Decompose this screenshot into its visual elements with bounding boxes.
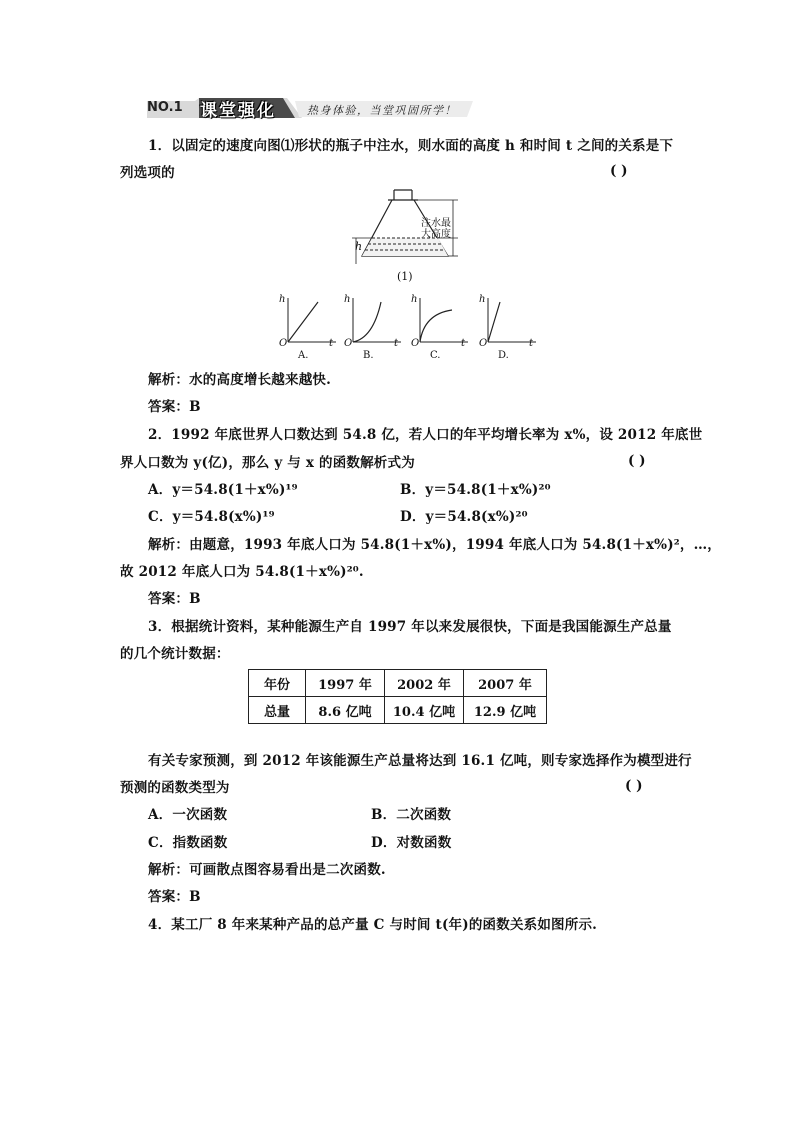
q3-stem-line1: 3．根据统计资料，某种能源生产自 1997 年以来发展很快，下面是我国能源生产总量 (148, 619, 672, 635)
flask-note-line2: 大高度 (421, 229, 451, 240)
q1-answer-paren: ( ) (610, 163, 628, 179)
graph-b-y-label: h (344, 294, 351, 305)
graph-a-x-label: t (329, 338, 334, 349)
q3-option-b: B．二次函数 (371, 807, 452, 823)
graph-d-plot (478, 294, 538, 344)
graph-d-y-label: h (479, 294, 486, 305)
graph-a-y-label: h (279, 294, 286, 305)
q3-option-d: D．对数函数 (371, 835, 452, 851)
graph-a-origin: O (279, 338, 288, 349)
flask-note-line1: 注水最 (421, 218, 451, 229)
table-header-cell: 1997 年 (306, 670, 385, 697)
q2-option-d: D．y＝54.8(x%)²⁰ (400, 509, 528, 525)
graph-d-origin: O (479, 338, 488, 349)
table-cell: 总量 (249, 697, 306, 724)
q1-analysis: 解析：水的高度增长越来越快. (148, 372, 331, 388)
section-title: 课堂强化 (200, 101, 276, 121)
q3-stem-line4: 预测的函数类型为 (120, 780, 230, 796)
section-subtitle: 热身体验，当堂巩固所学！ (307, 104, 457, 117)
graph-d-x-label: t (529, 338, 534, 349)
q2-option-b: B．y＝54.8(1＋x%)²⁰ (400, 482, 551, 498)
q2-answer-paren: ( ) (628, 453, 646, 469)
option-graph-c (410, 294, 470, 360)
graph-c-caption: C. (430, 350, 441, 361)
q4-stem-line1: 4．某工厂 8 年来某种产品的总产量 C 与时间 t(年)的函数关系如图所示. (148, 917, 598, 933)
q1-answer: 答案：B (148, 399, 201, 415)
flask-note (421, 218, 451, 240)
graph-a-plot (278, 294, 338, 344)
table-cell: 8.6 亿吨 (306, 697, 385, 724)
q3-stem-line2: 的几个统计数据： (120, 646, 230, 662)
energy-data-table (248, 669, 547, 724)
q3-option-c: C．指数函数 (148, 835, 228, 851)
graph-c-x-label: t (461, 338, 466, 349)
graph-b-x-label: t (394, 338, 399, 349)
option-graph-b (343, 294, 403, 360)
flask-caption: (1) (397, 270, 413, 283)
table-cell: 10.4 亿吨 (385, 697, 464, 724)
flask-h-label: h (355, 240, 363, 253)
q2-option-c: C．y＝54.8(x%)¹⁹ (148, 509, 275, 525)
graph-b-plot (343, 294, 403, 344)
graph-b-origin: O (344, 338, 353, 349)
graph-c-origin: O (411, 338, 420, 349)
q3-option-a: A．一次函数 (148, 807, 228, 823)
graph-a-caption: A. (298, 350, 309, 361)
q3-analysis: 解析：可画散点图容易看出是二次函数. (148, 862, 386, 878)
table-header-cell: 2007 年 (464, 670, 547, 697)
q2-stem-line2: 界人口数为 y(亿)，那么 y 与 x 的函数解析式为 (120, 455, 415, 471)
table-cell: 12.9 亿吨 (464, 697, 547, 724)
q2-analysis-line2: 故 2012 年底人口为 54.8(1＋x%)²⁰. (120, 564, 364, 580)
graph-b-caption: B. (363, 350, 374, 361)
q3-answer: 答案：B (148, 889, 201, 905)
table-header-cell: 年份 (249, 670, 306, 697)
section-number: NO.1 (147, 100, 183, 115)
option-graph-d (478, 294, 538, 360)
graph-c-y-label: h (411, 294, 418, 305)
table-header-cell: 2002 年 (385, 670, 464, 697)
option-graph-a (278, 294, 338, 360)
q1-stem-line1: 1．以固定的速度向图⑴形状的瓶子中注水，则水面的高度 h 和时间 t 之间的关系是下 (148, 138, 674, 154)
q2-stem-line1: 2．1992 年底世界人口数达到 54.8 亿，若人口的年平均增长率为 x%，设 2012 年底世 (148, 427, 703, 443)
q2-answer: 答案：B (148, 591, 201, 607)
graph-d-caption: D. (498, 350, 509, 361)
q2-option-a: A．y＝54.8(1＋x%)¹⁹ (148, 482, 298, 498)
graph-c-plot (410, 294, 470, 344)
q1-stem-line2: 列选项的 (120, 165, 175, 181)
q3-stem-line3: 有关专家预测，到 2012 年该能源生产总量将达到 16.1 亿吨，则专家选择作为模型进行 (148, 753, 692, 769)
table-row (249, 697, 547, 724)
table-row (249, 670, 547, 697)
q3-answer-paren: ( ) (625, 778, 643, 794)
q2-analysis-line1: 解析：由题意，1993 年底人口为 54.8(1＋x%)，1994 年底人口为 54.8(1＋x%)²，…， (148, 537, 722, 553)
